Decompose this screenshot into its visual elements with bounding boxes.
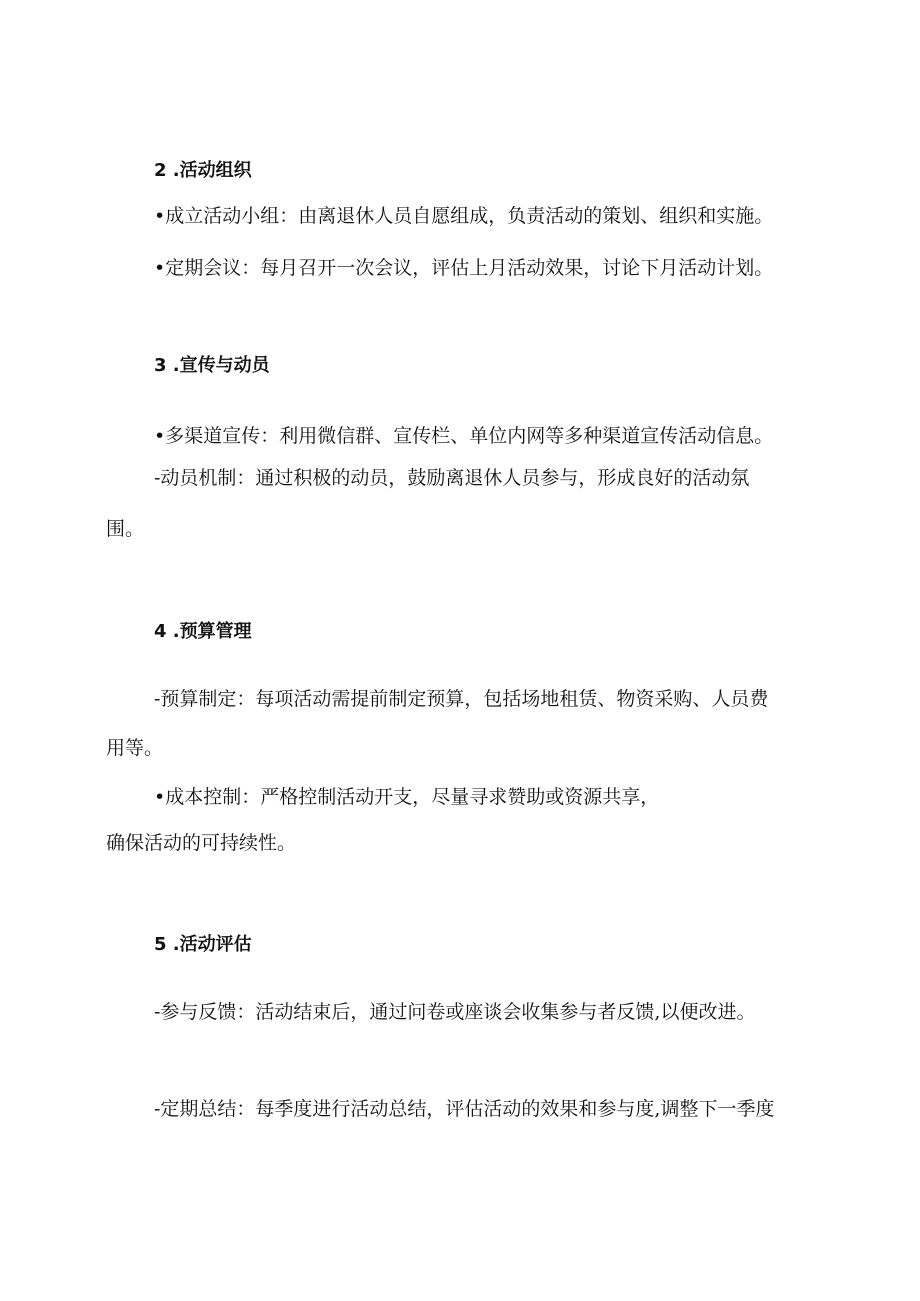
section-3-line-2: -动员机制：通过积极的动员，鼓励离退休人员参与，形成良好的活动氛 [154,467,750,489]
section-5-line-1: -参与反馈：活动结束后，通过问卷或座谈会收集参与者反馈,以便改进。 [154,1001,756,1023]
section-4-line-3: •成本控制：严格控制活动开支，尽量寻求赞助或资源共享， [154,786,660,808]
section-3-line-1: •多渠道宣传：利用微信群、宣传栏、单位内网等多种渠道宣传活动信息。 [154,425,774,447]
section-4-line-4: 确保活动的可持续性。 [106,832,297,854]
section-2-line-1: •成立活动小组：由离退休人员自愿组成，负责活动的策划、组织和实施。 [154,205,774,227]
section-heading-3: 3 .宣传与动员 [154,355,270,376]
section-4-line-2: 用等。 [106,737,164,759]
section-2-line-2: •定期会议：每月召开一次会议，评估上月活动效果，讨论下月活动计划。 [154,257,774,279]
section-heading-4: 4 .预算管理 [154,621,252,642]
section-3-line-3: 围。 [106,518,145,540]
section-heading-5: 5 .活动评估 [154,934,252,955]
section-4-line-1: -预算制定：每项活动需提前制定预算，包括场地租赁、物资采购、人员费 [154,688,769,710]
section-5-line-2: -定期总结：每季度进行活动总结，评估活动的效果和参与度,调整下一季度 [154,1098,775,1120]
section-heading-2: 2 .活动组织 [154,160,252,181]
